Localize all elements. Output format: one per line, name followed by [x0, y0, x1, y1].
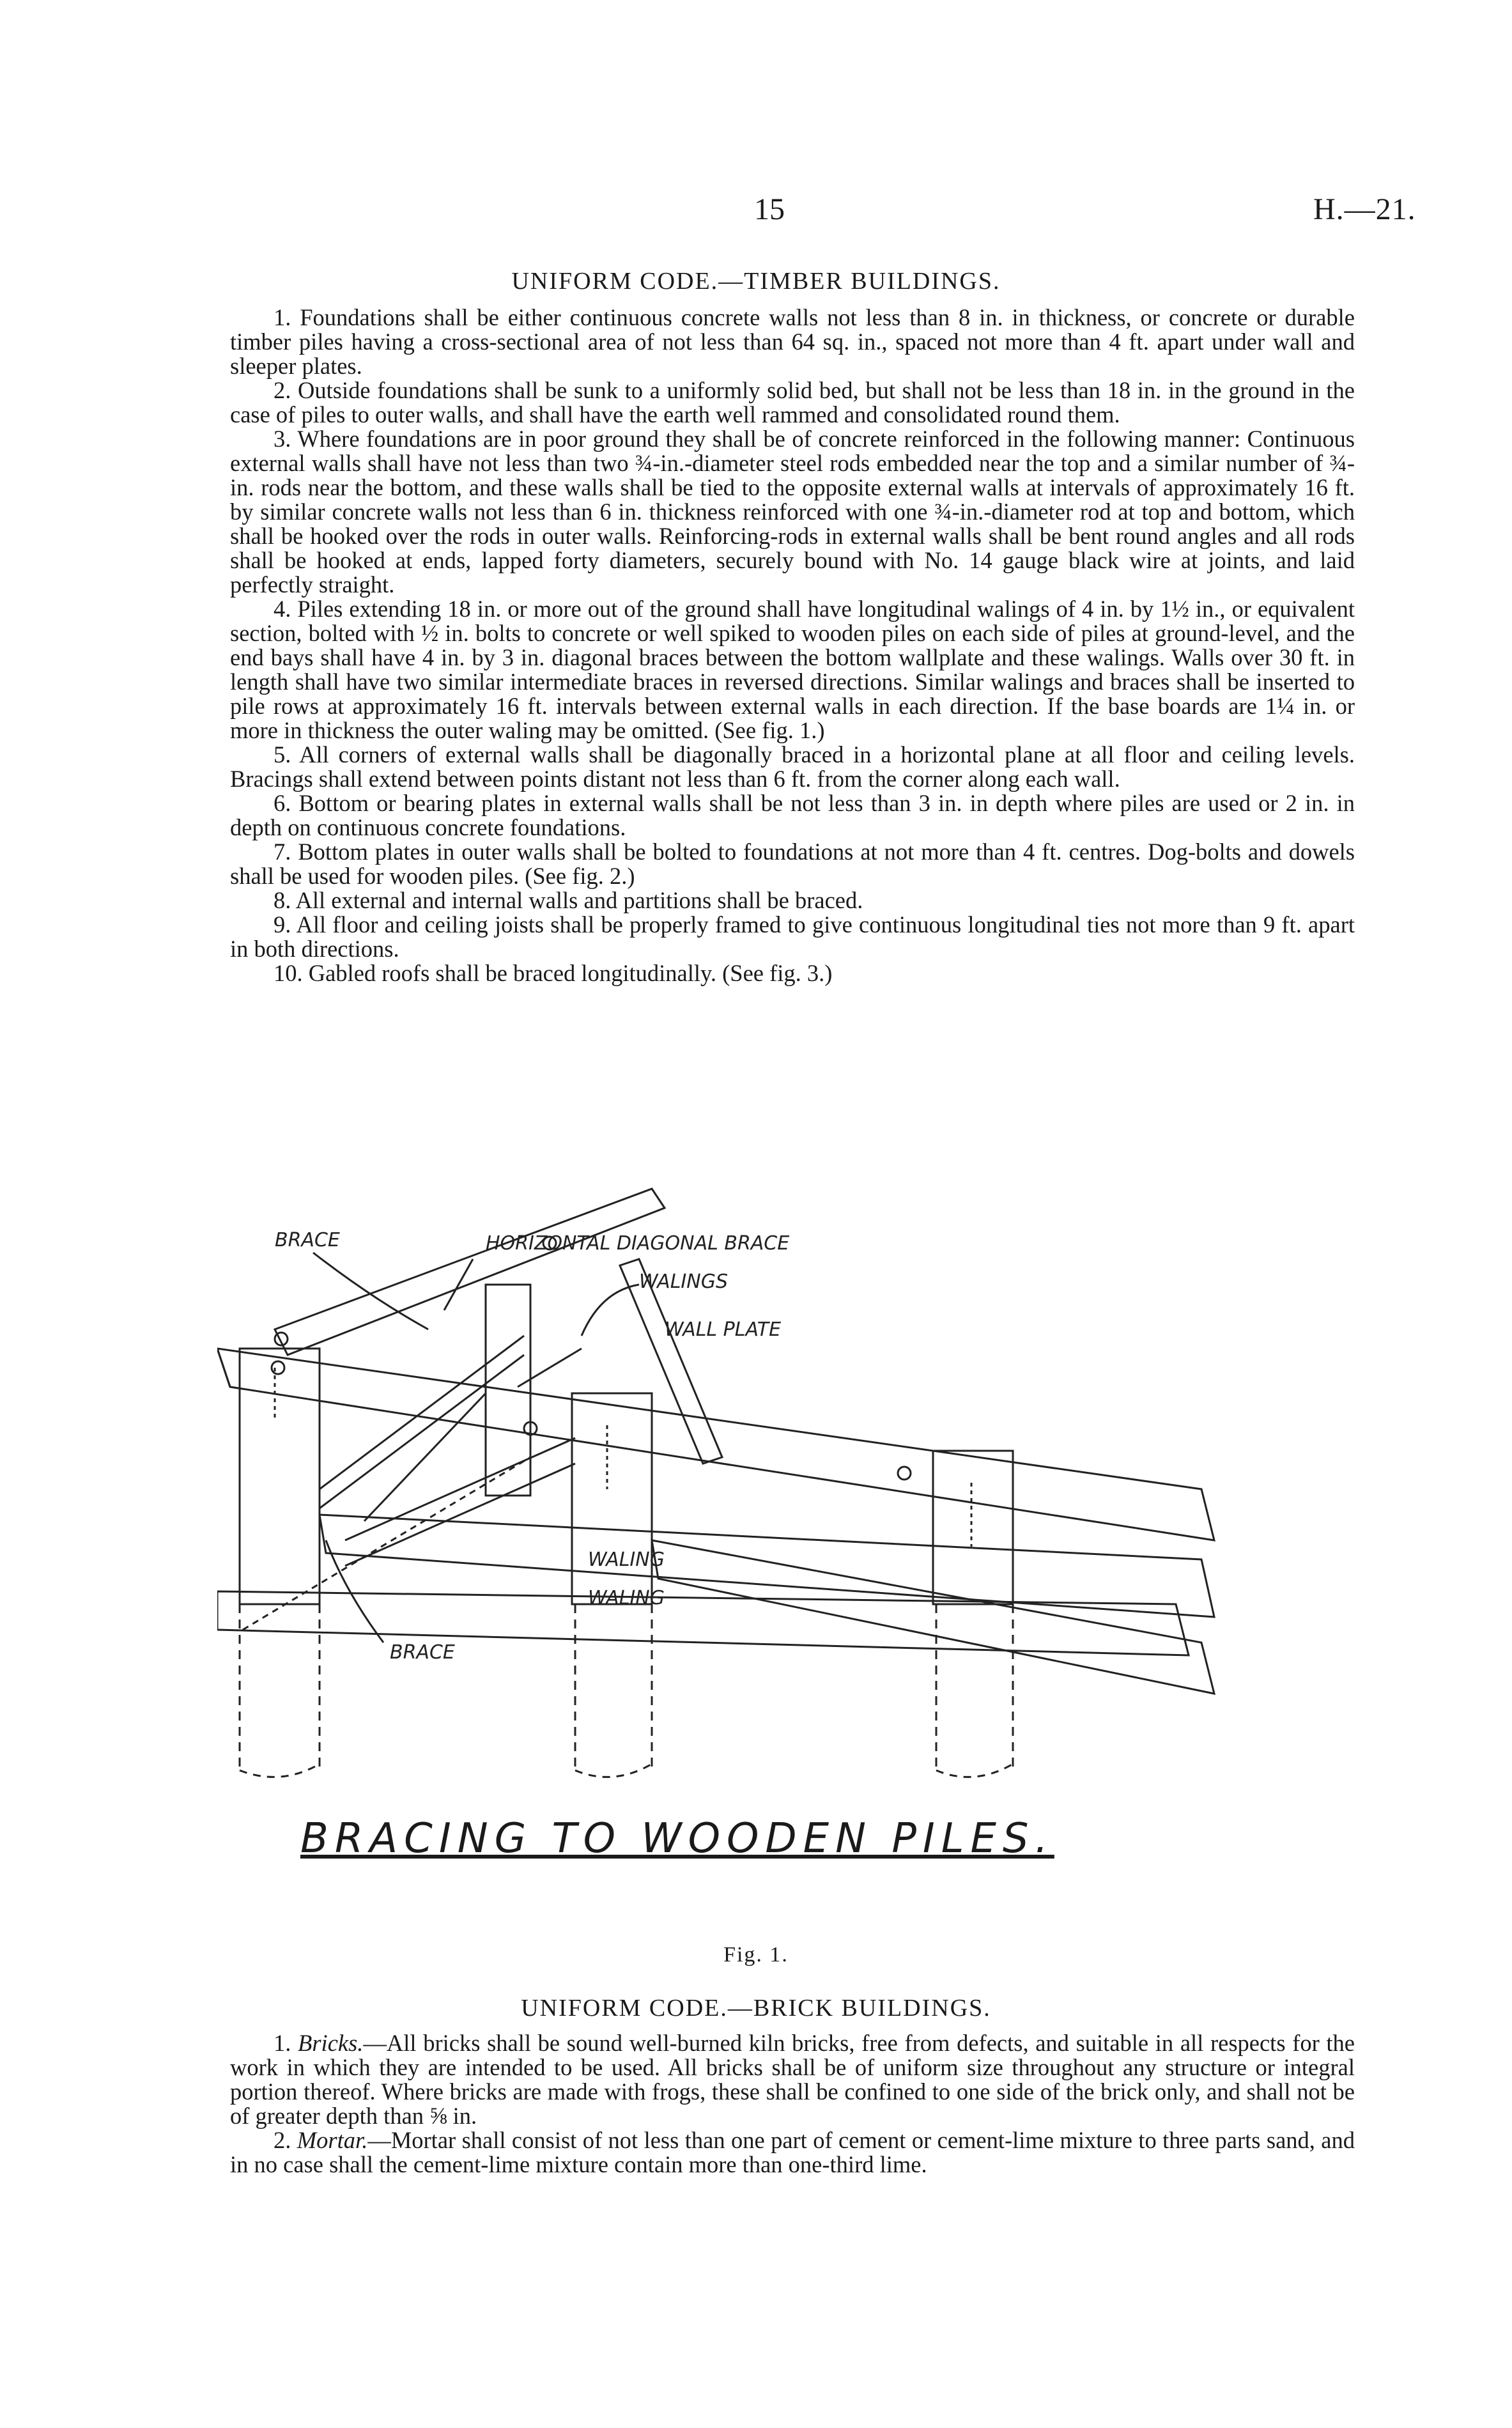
timber-clauses	[230, 305, 1355, 986]
label-walings: WALINGS	[639, 1271, 728, 1293]
label-horizontal-diagonal-brace: HORIZONTAL DIAGONAL BRACE	[486, 1232, 790, 1255]
timber-clause-8: 8. All external and internal walls and partitions shall be braced.	[274, 887, 863, 913]
brick-section-title: UNIFORM CODE.—BRICK BUILDINGS.	[521, 1995, 991, 2022]
brick-clause-2-number: 2.	[274, 2127, 297, 2153]
timber-clause-6: 6. Bottom or bearing plates in external walls shall be not less than 3 in. in depth where piles are used or 2 in. in depth on continuous concrete foundations.	[230, 790, 1355, 840]
label-waling-lower: WALING	[588, 1587, 665, 1609]
timber-clause-10: 10. Gabled roofs shall be braced longitudinally. (See fig. 3.)	[274, 960, 833, 986]
timber-section-title: UNIFORM CODE.—TIMBER BUILDINGS.	[511, 268, 1001, 295]
brick-clause-2	[230, 2128, 1355, 2177]
label-brace-bottom: BRACE	[390, 1641, 455, 1664]
page-number: 15	[754, 192, 785, 226]
timber-clause-4: 4. Piles extending 18 in. or more out of the ground shall have longitudinal walings of 4 in. by 1½ in., or equivalent section, bolted with ½ in. bolts to concrete or well spiked to wooden piles on each side of piles at ground-level, and the end bays shall have 4 in. by 3 in. diagonal braces between the bottom wallplate and these walings. Walls over 30 ft. in length shall have two similar intermediate braces in reversed directions. Similar walings and braces shall be inserted to pile rows at approximately 16 ft. intervals between external walls in each direction. If the base boards are 1¼ in. or more in thickness the outer waling may be omitted. (See fig. 1.)	[230, 596, 1355, 743]
figure-bracing-wooden-piles	[217, 1182, 1406, 1783]
timber-clause-2: 2. Outside foundations shall be sunk to a uniformly solid bed, but shall not be less than 18 in. in the ground in the case of piles to outer walls, and shall have the earth well rammed and consolidated round them.	[230, 377, 1355, 428]
brick-clause-1-text: —All bricks shall be sound well-burned kiln bricks, free from defects, and suitable in all respects for the work in which they are intended to be used. All bricks shall be of uniform size throughout any structure or integral portion thereof. Where bricks are made with frogs, these shall be confined to one side of the brick only, and shall not be of greater depth than ⅝ in.	[230, 2030, 1355, 2129]
figure-title: BRACING TO WOODEN PILES.	[300, 1815, 1054, 1862]
timber-clause-3: 3. Where foundations are in poor ground they shall be of concrete reinforced in the following manner: Continuous external walls shall have not less than two ¾-in.-diameter steel rods embedded near the top and a similar number of ¾-in. rods near the bottom, and these walls shall be tied to the opposite external walls at intervals of approximately 16 ft. by similar concrete walls not less than 6 in. thickness reinforced with one ¾-in.-diameter rod at top and bottom, which shall be hooked over the rods in outer walls. Reinforcing-rods in external walls shall be bent round angles and all rods shall be hooked at ends, lapped forty diameters, securely bound with No. 14 gauge black wire at joints, and laid perfectly straight.	[230, 426, 1355, 598]
brick-clauses	[230, 2031, 1355, 2177]
figure-caption: Fig. 1.	[723, 1943, 789, 1967]
timber-clause-9: 9. All floor and ceiling joists shall be properly framed to give continuous longitudinal ties not more than 9 ft. apart in both directions.	[230, 911, 1355, 962]
label-brace-top: BRACE	[275, 1229, 340, 1251]
brick-clause-1-term: Bricks.	[298, 2030, 364, 2056]
bracing-drawing	[217, 1182, 1406, 1783]
brick-clause-1	[230, 2031, 1355, 2128]
brick-clause-2-text: —Mortar shall consist of not less than one part of cement or cement-lime mixture to three parts sand, and in no case shall the cement-lime mixture contain more than one-third lime.	[230, 2127, 1355, 2177]
pile-right	[936, 1604, 1013, 1777]
brick-clause-2-term: Mortar.	[297, 2127, 368, 2153]
label-wall-plate: WALL PLATE	[665, 1318, 782, 1341]
timber-clause-5: 5. All corners of external walls shall be diagonally braced in a horizontal plane at all floor and ceiling levels. Bracings shall extend between points distant not less than 6 ft. from the corner along each wall.	[230, 741, 1355, 792]
timber-clause-1: 1. Foundations shall be either continuous concrete walls not less than 8 in. in thickness, or concrete or durable timber piles having a cross-sectional area of not less than 64 sq. in., spaced not more than 4 ft. apart under wall and sleeper plates.	[230, 304, 1355, 379]
pile-middle	[575, 1604, 652, 1777]
timber-clause-7: 7. Bottom plates in outer walls shall be bolted to foundations at not more than 4 ft. centres. Dog-bolts and dowels shall be used for wooden piles. (See fig. 2.)	[230, 839, 1355, 889]
label-waling-upper: WALING	[588, 1549, 665, 1571]
brick-clause-1-number: 1.	[274, 2030, 298, 2056]
document-reference: H.—21.	[1313, 192, 1416, 226]
